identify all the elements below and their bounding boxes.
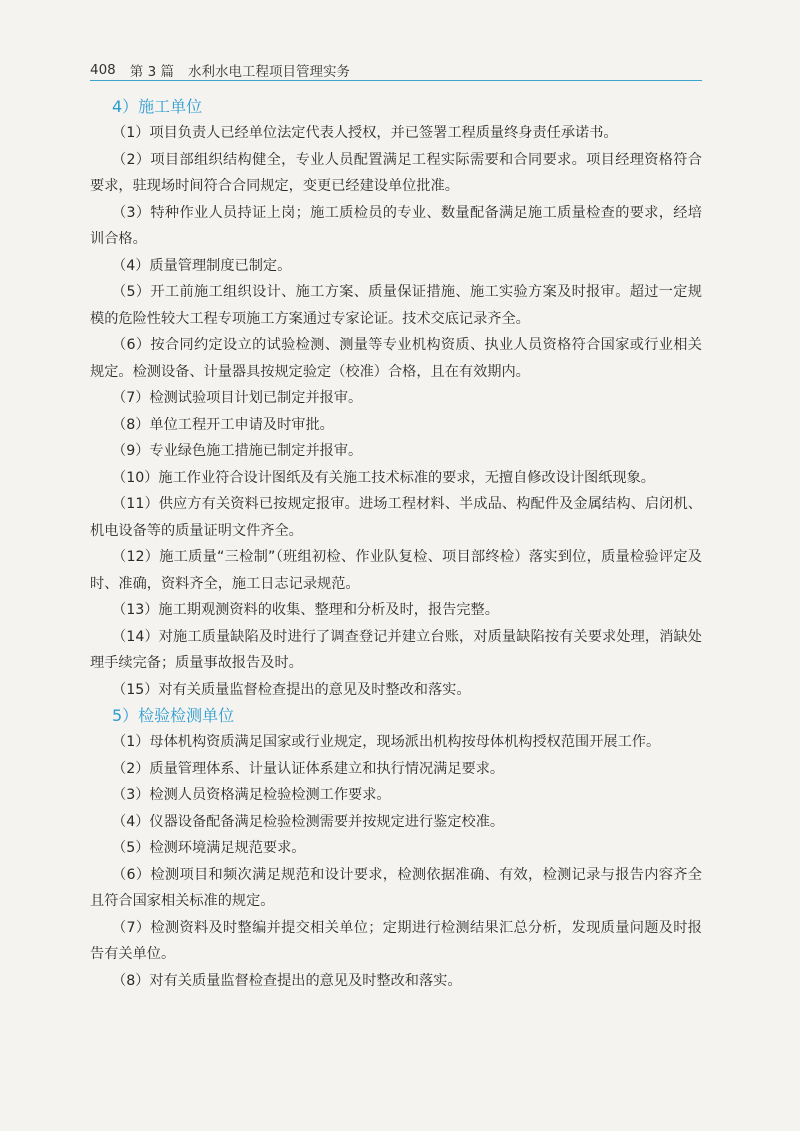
list-item: （8）单位工程开工申请及时审批。: [112, 416, 334, 433]
list-item: （13）施工期观测资料的收集、整理和分析及时，报告完整。: [112, 602, 499, 618]
list-item: （7）检测资料及时整编并提交相关单位；定期进行检测结果汇总分析，发现质量问题及时报告有关单位。: [90, 919, 702, 962]
part-label: 第 3 篇: [129, 64, 174, 80]
page-number: 408: [90, 62, 116, 78]
list-item: （3）特种作业人员持证上岗；施工质检员的专业、数量配备满足施工质量检查的要求，经培训合格。: [90, 204, 702, 247]
list-item: （1）项目负责人已经单位法定代表人授权，并已签署工程质量终身责任承诺书。: [112, 125, 618, 141]
page-header: [90, 58, 700, 82]
list-item: （15）对有关质量监督检查提出的意见及时整改和落实。: [112, 681, 471, 698]
list-item: （3）检测人员资格满足检验检测工作要求。: [112, 787, 391, 803]
list-item: （5）检测环境满足规范要求。: [112, 840, 306, 856]
list-item: （8）对有关质量监督检查提出的意见及时整改和落实。: [112, 972, 462, 989]
section-title: 4）施工单位: [112, 97, 203, 116]
page-content: [90, 94, 702, 994]
list-item: （14）对施工质量缺陷及时进行了调查登记并建立台账，对质量缺陷按有关要求处理，消缺处理手续完备；质量事故报告及时。: [90, 628, 702, 671]
list-item: （1）母体机构资质满足国家或行业规定，现场派出机构按母体机构授权范围开展工作。: [112, 734, 661, 750]
list-item: （7）检测试验项目计划已制定并报审。: [112, 390, 363, 406]
list-item: （2）质量管理体系、计量认证体系建立和执行情况满足要求。: [112, 760, 505, 777]
list-item: （5）开工前施工组织设计、施工方案、质量保证措施、施工实验方案及时报审。超过一定规模的危险性较大工程专项施工方案通过专家论证。技术交底记录齐全。: [90, 284, 702, 327]
header-rule: [90, 80, 702, 81]
section-testing-unit: [90, 703, 702, 994]
list-item: （2）项目部组织结构健全，专业人员配置满足工程实际需要和合同要求。项目经理资格符合要求，驻现场时间符合合同规定，变更已经建设单位批准。: [90, 151, 702, 194]
list-item: （11）供应方有关资料已按规定报审。进场工程材料、半成品、构配件及金属结构、启闭机、机电设备等的质量证明文件齐全。: [90, 496, 702, 539]
list-item: （6）按合同约定设立的试验检测、测量等专业机构资质、执业人员资格符合国家或行业相关规定。检测设备、计量器具按规定验定（校准）合格，且在有效期内。: [90, 337, 702, 380]
running-title: 水利水电工程项目管理实务: [187, 64, 350, 80]
list-item: （9）专业绿色施工措施已制定并报审。: [112, 443, 363, 459]
list-item: （10）施工作业符合设计图纸及有关施工技术标准的要求，无擅自修改设计图纸现象。: [112, 469, 655, 486]
section-construction-unit: [90, 94, 702, 703]
section-title: 5）检验检测单位: [112, 706, 235, 725]
list-item: （4）仪器设备配备满足检验检测需要并按规定进行鉴定校准。: [112, 813, 505, 830]
list-item: （12）施工质量“三检制”（班组初检、作业队复检、项目部终检）落实到位，质量检验评定及时、准确，资料齐全，施工日志记录规范。: [90, 549, 702, 592]
list-item: （6）检测项目和频次满足规范和设计要求，检测依据准确、有效，检测记录与报告内容齐全且符合国家相关标准的规定。: [90, 866, 702, 909]
list-item: （4）质量管理制度已制定。: [112, 257, 292, 274]
